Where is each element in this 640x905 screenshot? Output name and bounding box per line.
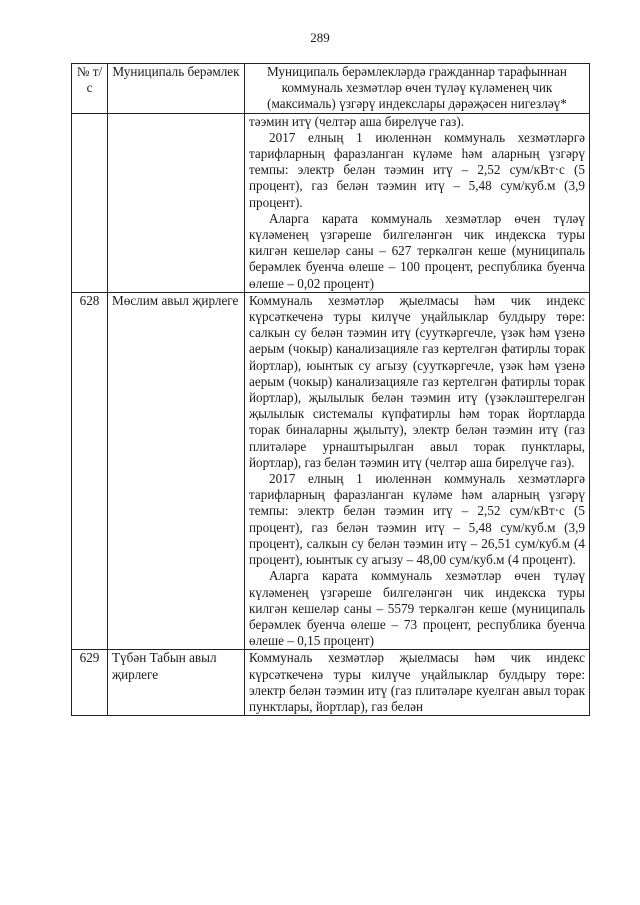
header-number: № т/с (72, 64, 108, 114)
paragraph: Аларга карата коммуналь хезмәтләр өчен түләү күләменең үзгәреше билгеләнгән чик индекска туры килгән кешеләр саны – 5579 теркәлгән кеше (муниципаль берәмлек буенча өлеше – 73 процент, республика буенча өлеше – 0,15 процент) (249, 568, 585, 649)
page-number: 289 (310, 30, 330, 45)
row-justification (245, 650, 590, 716)
paragraph: 2017 елның 1 июленнән коммуналь хезмәтләргә тарифларның фаразланган күләме һәм аларның үзгәрү темпы: электр белән тәэмин итү – 2,52 сум/кВт·с (5 процент), газ белән тәэмин итү – 5,48 сум/куб.м (3,9 процент). (249, 129, 585, 210)
table-row (72, 292, 590, 649)
paragraph: тәэмин итү (челтәр аша бирелүче газ). (249, 113, 465, 129)
table-row (72, 650, 590, 716)
row-number: 628 (72, 292, 108, 649)
paragraph: Коммуналь хезмәтләр җыелмасы һәм чик индекс күрсәткеченә туры килүче уңайлыклар булдыру төре: электр белән тәэмин итү (газ плитәләре куелган авыл торак пунктлары, йортлар), газ белән (249, 650, 585, 714)
tariff-index-table (71, 63, 590, 716)
paragraph: 2017 елның 1 июленнән коммуналь хезмәтләргә тарифларның фаразланган күләме һәм аларның үзгәрү темпы: электр белән тәэмин итү – 2,52 сум/кВт·с (5 процент), газ белән тәэмин итү – 5,48 сум/куб.м (3,9 процент), салкын су белән тәэмин итү – 26,51 сум/куб.м (4 процент), юынтык су агызу – 48,00 сум/куб.м (4 процент). (249, 471, 585, 568)
table-header-row (72, 64, 590, 114)
table-row (72, 113, 590, 292)
row-number (72, 113, 108, 292)
row-number: 629 (72, 650, 108, 716)
row-municipality: Түбән Табын авыл җирлеге (108, 650, 245, 716)
header-municipality: Муниципаль берәмлек (108, 64, 245, 114)
row-justification (245, 292, 590, 649)
row-municipality (108, 113, 245, 292)
paragraph: Аларга карата коммуналь хезмәтләр өчен түләү күләменең үзгәреше билгеләнгән чик индекска туры килгән кешеләр саны – 627 теркәлгән кеше (муниципаль берәмлек буенча өлеше – 100 процент, республика буенча өлеше – 0,02 процент) (249, 210, 585, 291)
row-municipality: Мөслим авыл җирлеге (108, 292, 245, 649)
row-justification (245, 113, 590, 292)
paragraph: Коммуналь хезмәтләр җыелмасы һәм чик индекс күрсәткеченә туры килүче уңайлыклар булдыру төре: салкын су белән тәэмин итү (сууткәргечле, үзәк һәм үзенә аерым (чокыр) канализацияле газ кертелгән фатирлы торак йортлар), юынтык су агызу (сууткәргечле, үзәк һәм үзенә аерым (чокыр) канализацияле газ кертелгән фатирлы торак йортлар), җылылык белән тәэмин итү (үзәкләштерелгән җылылык системалы күпфатирлы һәм торак йортларда торак биналарны җылыту), электр белән тәэмин итү (газ плитәләре урнаштырылган авыл торак пунктлары, йортлар), газ белән тәэмин итү (челтәр аша бирелүче газ). (249, 292, 585, 470)
header-index-justification: Муниципаль берәмлекләрдә гражданнар тарафыннан коммуналь хезмәтләр өчен түләү күләменең чик (максималь) үзгәрү индекслары дәрәҗәсен нигезләү* (245, 64, 590, 114)
